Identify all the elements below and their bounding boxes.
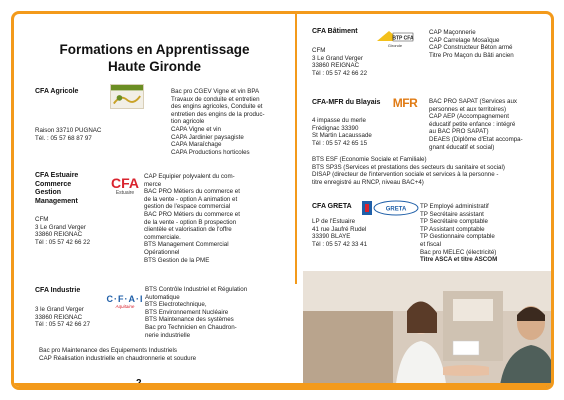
- phone-line: Tél : 05 57 42 66 22: [35, 238, 91, 246]
- course-line: CAP Equipier polyvalent du com-: [144, 173, 235, 180]
- greta-logo: [362, 199, 420, 217]
- course-line: CAPA Jardinier paysagiste: [171, 133, 244, 141]
- course-line: BTS Environnement Nucléaire: [145, 308, 229, 316]
- course-line: DEAES (Diplôme d'Etat accompa-: [429, 135, 523, 143]
- course-line: Bac pro MELEC (électricité): [420, 248, 497, 256]
- course-line: TP Employé administratif: [420, 203, 489, 210]
- cfa-agricole-heading: CFA Agricole: [35, 88, 79, 95]
- course-line: CAP Constructeur Béton armé: [429, 44, 513, 52]
- cfa-estuaire-courses: [144, 173, 240, 264]
- address-line: St Martin Lacaussade: [312, 132, 372, 140]
- course-line: gestion de l'espace commercial: [144, 203, 231, 211]
- cfai-logo-text: C·F·A·I: [106, 293, 144, 304]
- course-line: de la vente - option B prospection: [144, 218, 237, 226]
- course-line: BTS Electrotechnique,: [145, 301, 207, 309]
- cfa-estuaire-logo-text: CFA: [111, 175, 139, 191]
- cfai-logo: [104, 290, 146, 312]
- course-line: CAP Maçonnerie: [429, 29, 476, 36]
- lycee-agricole-logo-icon: [111, 84, 143, 109]
- heading-line: Gestion: [35, 189, 62, 196]
- course-line: DISAP (directeur de l'intervention sociale et services à la personne -: [312, 171, 499, 179]
- cfa-batiment-courses: [429, 29, 514, 59]
- cfa-greta-courses: [420, 203, 497, 264]
- course-line: merce: [144, 180, 162, 188]
- course-line: de la vente - option A animation et: [144, 195, 238, 203]
- btp-cfa-logo: [375, 27, 415, 49]
- course-line: CAPA Vigne et vin: [171, 125, 221, 133]
- course-line: au BAC PRO SAPAT): [429, 128, 489, 136]
- page-title: [14, 41, 295, 75]
- cfa-estuaire-address: [35, 216, 90, 246]
- address-line: LP de l'Estuaire: [312, 218, 356, 225]
- course-line: CAP Réalisation industrielle en chaudronnerie et soudure: [39, 354, 197, 362]
- course-line: tion agricole: [171, 118, 205, 126]
- cfa-industrie-address: [35, 306, 90, 329]
- greta-logo-icon: [362, 199, 420, 217]
- cfa-estuaire-logo: [110, 171, 140, 201]
- cfa-greta-heading: CFA GRETA: [312, 203, 352, 210]
- phone-line: Tél. : 05 57 68 87 97: [35, 134, 92, 142]
- heading-line: CFA Estuaire: [35, 172, 79, 179]
- address-line: Frédignac 33390: [312, 124, 359, 132]
- address-line: 3 Le Grand Verger: [312, 54, 363, 62]
- course-line: CAP AEP (Accompagnement: [429, 113, 509, 121]
- cfa-batiment-heading: CFA Bâtiment: [312, 28, 358, 35]
- course-line: entretien des engins de la produc-: [171, 110, 265, 118]
- handshake-photo-image: [303, 271, 554, 390]
- bottom-accent-band: [14, 383, 551, 387]
- address-line: 3 Le Grand Verger: [35, 223, 86, 231]
- mfr-logo: [390, 95, 420, 111]
- cfa-industrie-courses: [145, 286, 247, 339]
- course-line: commerciale.: [144, 233, 181, 241]
- course-line: TP Assistant comptable: [420, 225, 485, 233]
- cfa-agricole-address: [35, 127, 101, 142]
- course-line: CAP Carrelage Mosaïque: [429, 36, 500, 44]
- page-frame: [11, 11, 554, 390]
- course-line: BTS Contrôle Industriel et Régulation: [145, 286, 248, 293]
- cfa-mfr-address: [312, 117, 372, 147]
- course-line: BAC PRO Métiers du commerce et: [144, 188, 240, 196]
- course-line: Bac pro Technicien en Chaudron-: [145, 323, 237, 331]
- course-line: Automatique: [145, 293, 180, 301]
- address-line: 4 impasse du merle: [312, 117, 366, 124]
- course-line: des engins agricoles, Conduite et: [171, 103, 263, 111]
- course-line: CAPA Productions horticoles: [171, 148, 250, 156]
- cfa-mfr-courses: [429, 98, 523, 151]
- phone-line: Tél : 05 57 42 33 41: [312, 240, 368, 248]
- heading-line: Management: [35, 197, 78, 205]
- lycee-agricole-logo: [110, 84, 144, 109]
- address-line: 3 le Grand Verger: [35, 306, 84, 313]
- cfa-estuaire-heading: [35, 172, 78, 206]
- course-line: Titre ASCA et titre ASCOM: [420, 256, 498, 264]
- course-line: Opérationnel: [144, 248, 180, 256]
- course-line: Titre Pro Maçon du Bâti ancien: [429, 51, 514, 59]
- course-line: BAC PRO SAPAT (Services aux: [429, 98, 518, 105]
- address-line: 33860 REIGNAC: [312, 62, 360, 70]
- course-line: BTS SP3S (Services et prestations des secteurs du sanitaire et social): [312, 163, 505, 171]
- phone-line: Tél : 05 57 42 66 27: [35, 321, 91, 329]
- cfa-agricole-courses: [171, 88, 265, 156]
- address-line: 41 rue Jaufré Rudel: [312, 225, 367, 233]
- phone-line: Tél : 05 57 42 66 22: [312, 69, 368, 77]
- course-line: BTS Management Commercial: [144, 241, 229, 249]
- course-line: éducatif petite enfance : intégré: [429, 120, 516, 128]
- cfa-batiment-address: [312, 47, 367, 77]
- btp-cfa-logo-text: BTP CFA: [392, 35, 414, 41]
- greta-logo-text: GRETA: [385, 206, 407, 213]
- cfai-logo-sub: Aquitaine: [115, 303, 135, 309]
- heading-line: Commerce: [35, 180, 72, 188]
- course-line: clientèle et valorisation de l'offre: [144, 226, 232, 234]
- title-line-2: Haute Gironde: [107, 59, 201, 74]
- course-line: nerie industrielle: [145, 331, 191, 339]
- course-line: BTS ESF (Economie Sociale et Familiale): [312, 156, 427, 163]
- course-line: Bac pro CGEV Vigne et vin BPA: [171, 88, 260, 95]
- cfa-industrie-extra-courses: [39, 347, 196, 362]
- course-line: CAPA Maraîchage: [171, 141, 222, 149]
- handshake-photo: [303, 271, 554, 390]
- title-line-1: Formations en Apprentissage: [59, 42, 250, 57]
- address-line: CFM: [312, 47, 326, 54]
- phone-line: Tél : 05 57 42 65 15: [312, 139, 368, 147]
- course-line: BTS Maintenance des systèmes: [145, 316, 234, 324]
- course-line: et fiscal: [420, 240, 441, 248]
- cfa-estuaire-logo-sub: Estuaire: [115, 190, 135, 196]
- course-line: TP Secrétaire comptable: [420, 218, 488, 226]
- course-line: BAC PRO Métiers du commerce et: [144, 210, 240, 218]
- course-line: Bac pro Maintenance des Equipements Industriels: [39, 347, 177, 354]
- course-line: TP Secrétaire assistant: [420, 210, 484, 218]
- cfa-greta-address: [312, 218, 367, 248]
- course-line: personnes et aux territoires): [429, 105, 507, 113]
- btp-cfa-logo-sub: Gironde: [387, 42, 403, 48]
- address-line: 33860 REIGNAC: [35, 231, 83, 239]
- course-line: BTS Gestion de la PME: [144, 256, 210, 264]
- address-line: Raison 33710 PUGNAC: [35, 127, 102, 134]
- course-line: TP Gestionnaire comptable: [420, 233, 495, 241]
- cfa-mfr-heading: CFA-MFR du Blayais: [312, 99, 381, 106]
- mfr-logo-text: MFR: [392, 96, 418, 110]
- column-divider: [295, 14, 297, 284]
- course-line: Travaux de conduite et entretien: [171, 95, 260, 103]
- cfa-industrie-heading: CFA Industrie: [35, 287, 81, 294]
- address-line: 33390 BLAYE: [312, 233, 351, 241]
- course-line: titre enregistré au RNCP, niveau BAC+4): [312, 178, 424, 186]
- cfa-mfr-extra-courses: [312, 156, 505, 186]
- address-line: 33860 REIGNAC: [35, 313, 83, 321]
- address-line: CFM: [35, 216, 49, 223]
- course-line: gnant éducatif et social): [429, 143, 495, 151]
- btp-cfa-logo-icon: [375, 29, 415, 43]
